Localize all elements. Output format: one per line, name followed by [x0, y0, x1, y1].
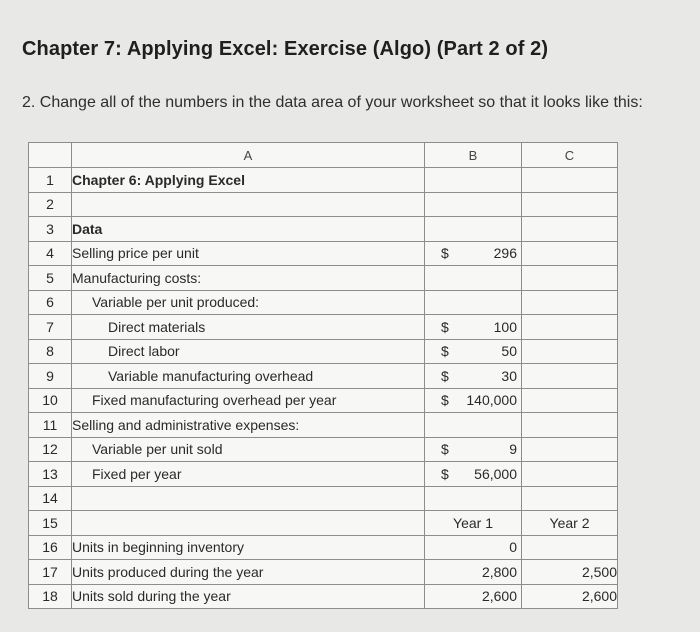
cell-value: 140,000: [466, 392, 517, 409]
table-row: [29, 437, 618, 462]
cell-a4[interactable]: Selling price per unit: [72, 241, 425, 266]
corner-cell[interactable]: [29, 143, 72, 168]
cell-value: 296: [493, 245, 517, 262]
cell-value: 2,600: [481, 588, 517, 605]
cell-c15[interactable]: Year 2: [522, 511, 618, 536]
cell-value: 0: [509, 539, 517, 556]
cell-c8[interactable]: [522, 339, 618, 364]
cell-a13[interactable]: Fixed per year: [72, 462, 425, 487]
instruction-text: 2. Change all of the numbers in the data area of your worksheet so that it looks like this:: [22, 94, 643, 111]
cell-a6[interactable]: Variable per unit produced:: [72, 290, 425, 315]
row-number[interactable]: 7: [29, 315, 72, 340]
table-row: [29, 241, 618, 266]
cell-c11[interactable]: [522, 413, 618, 438]
row-number[interactable]: 17: [29, 560, 72, 585]
table-row: [29, 168, 618, 193]
row-number[interactable]: 11: [29, 413, 72, 438]
cell-b17[interactable]: [425, 560, 522, 585]
cell-c14[interactable]: [522, 486, 618, 511]
cell-c7[interactable]: [522, 315, 618, 340]
page-title: Chapter 7: Applying Excel: Exercise (Algo) (Part 2 of 2): [22, 38, 549, 60]
column-header-a[interactable]: A: [72, 143, 425, 168]
cell-c13[interactable]: [522, 462, 618, 487]
cell-b14[interactable]: [425, 486, 522, 511]
table-row: [29, 413, 618, 438]
row-number[interactable]: 8: [29, 339, 72, 364]
cell-a3[interactable]: Data: [72, 217, 425, 242]
column-header-c[interactable]: C: [522, 143, 618, 168]
row-number[interactable]: 14: [29, 486, 72, 511]
row-number[interactable]: 2: [29, 192, 72, 217]
cell-value: 30: [501, 367, 517, 384]
row-number[interactable]: 6: [29, 290, 72, 315]
cell-b18[interactable]: [425, 584, 522, 609]
cell-c18[interactable]: 2,600: [522, 584, 618, 609]
row-number[interactable]: 9: [29, 364, 72, 389]
cell-a12[interactable]: Variable per unit sold: [72, 437, 425, 462]
cell-a18[interactable]: Units sold during the year: [72, 584, 425, 609]
cell-b9[interactable]: [425, 364, 522, 389]
cell-a16[interactable]: Units in beginning inventory: [72, 535, 425, 560]
cell-a9[interactable]: Variable manufacturing overhead: [72, 364, 425, 389]
row-number[interactable]: 5: [29, 266, 72, 291]
table-row: [29, 217, 618, 242]
cell-value: 56,000: [474, 465, 517, 482]
table-row: [29, 192, 618, 217]
currency-symbol: $: [441, 441, 449, 458]
cell-b11[interactable]: [425, 413, 522, 438]
row-number[interactable]: 4: [29, 241, 72, 266]
cell-a14[interactable]: [72, 486, 425, 511]
table-row: [29, 486, 618, 511]
column-header-b[interactable]: B: [425, 143, 522, 168]
cell-b13[interactable]: [425, 462, 522, 487]
cell-value: Year 1: [453, 514, 493, 531]
row-number[interactable]: 16: [29, 535, 72, 560]
currency-symbol: $: [441, 465, 449, 482]
row-number[interactable]: 10: [29, 388, 72, 413]
currency-symbol: $: [441, 392, 449, 409]
cell-c4[interactable]: [522, 241, 618, 266]
currency-symbol: $: [441, 343, 449, 360]
cell-b1[interactable]: [425, 168, 522, 193]
row-number[interactable]: 3: [29, 217, 72, 242]
cell-b7[interactable]: [425, 315, 522, 340]
cell-c3[interactable]: [522, 217, 618, 242]
table-row: [29, 462, 618, 487]
cell-b5[interactable]: [425, 266, 522, 291]
row-number[interactable]: 12: [29, 437, 72, 462]
row-number[interactable]: 1: [29, 168, 72, 193]
cell-c10[interactable]: [522, 388, 618, 413]
table-row: [29, 388, 618, 413]
cell-c17[interactable]: 2,500: [522, 560, 618, 585]
cell-b6[interactable]: [425, 290, 522, 315]
cell-b2[interactable]: [425, 192, 522, 217]
cell-b15[interactable]: [425, 511, 522, 536]
currency-symbol: $: [441, 318, 449, 335]
row-number[interactable]: 15: [29, 511, 72, 536]
cell-value: 9: [509, 441, 517, 458]
cell-c6[interactable]: [522, 290, 618, 315]
spreadsheet-table: [28, 142, 618, 609]
cell-b4[interactable]: [425, 241, 522, 266]
table-row: [29, 315, 618, 340]
table-row: [29, 511, 618, 536]
cell-a8[interactable]: Direct labor: [72, 339, 425, 364]
table-row: [29, 266, 618, 291]
cell-a10[interactable]: Fixed manufacturing overhead per year: [72, 388, 425, 413]
cell-c9[interactable]: [522, 364, 618, 389]
cell-a15[interactable]: [72, 511, 425, 536]
cell-a5[interactable]: Manufacturing costs:: [72, 266, 425, 291]
table-row: [29, 339, 618, 364]
cell-b16[interactable]: [425, 535, 522, 560]
cell-c1[interactable]: [522, 168, 618, 193]
cell-value: 2,800: [481, 563, 517, 580]
table-row: [29, 364, 618, 389]
row-number[interactable]: 13: [29, 462, 72, 487]
cell-b3[interactable]: [425, 217, 522, 242]
cell-c2[interactable]: [522, 192, 618, 217]
table-row: [29, 535, 618, 560]
row-number[interactable]: 18: [29, 584, 72, 609]
cell-value: 100: [493, 318, 517, 335]
cell-b8[interactable]: [425, 339, 522, 364]
cell-c12[interactable]: [522, 437, 618, 462]
cell-c16[interactable]: [522, 535, 618, 560]
currency-symbol: $: [441, 245, 449, 262]
cell-c5[interactable]: [522, 266, 618, 291]
table-row: [29, 560, 618, 585]
column-header-row: [29, 143, 618, 168]
cell-a11[interactable]: Selling and administrative expenses:: [72, 413, 425, 438]
currency-symbol: $: [441, 367, 449, 384]
table-row: [29, 290, 618, 315]
cell-a2[interactable]: [72, 192, 425, 217]
cell-a17[interactable]: Units produced during the year: [72, 560, 425, 585]
cell-b10[interactable]: [425, 388, 522, 413]
cell-a7[interactable]: Direct materials: [72, 315, 425, 340]
table-row: [29, 584, 618, 609]
cell-a1[interactable]: Chapter 6: Applying Excel: [72, 168, 425, 193]
cell-b12[interactable]: [425, 437, 522, 462]
cell-value: 50: [501, 343, 517, 360]
